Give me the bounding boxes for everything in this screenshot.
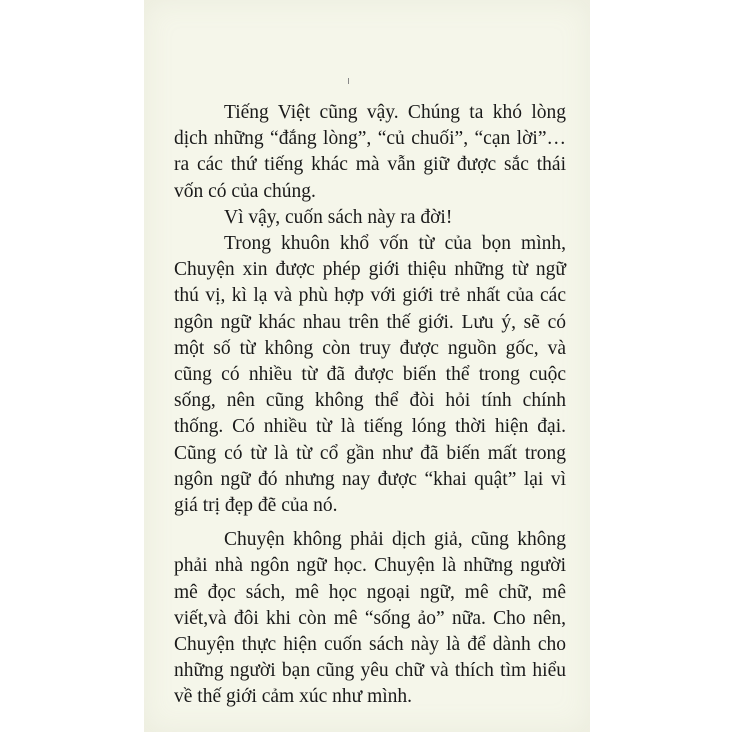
page-mark <box>348 78 349 84</box>
paragraph-2: Vì vậy, cuốn sách này ra đời! <box>224 206 453 228</box>
paragraph-3: Trong khuôn khổ vốn từ của bọn mình, Chuyện xin được phép giới thiệu những từ ngữ thú vị, kì lạ và phù hợp với giới trẻ nhất của các ngôn ngữ khác nhau trên thế giới. Lưu ý, sẽ có một số từ không còn truy được nguồn gốc, và cũng có nhiều từ đã được biến thể trong cuộc sống, nên cũng không thể đòi hỏi tính chính thống. Có nhiều từ là tiếng lóng thời hiện đại. Cũng có từ là từ cổ gần như đã biến mất trong ngôn ngữ đó nhưng nay được “khai quật” lại vì giá trị đẹp đẽ của nó. <box>174 233 566 517</box>
paragraph-1: Tiếng Việt cũng vậy. Chúng ta khó lòng dịch những “đắng lòng”, “củ chuối”, “cạn lời”… ra các thứ tiếng khác mà vẫn giữ được sắc thái vốn có của chúng. <box>174 102 566 202</box>
book-page <box>144 0 590 732</box>
paragraph-4: Chuyện không phải dịch giả, cũng không phải nhà ngôn ngữ học. Chuyện là những người mê đọc sách, mê học ngoại ngữ, mê chữ, mê viết,và đôi khi còn mê “sống ảo” nữa. Cho nên, Chuyện thực hiện cuốn sách này là để dành cho những người bạn cũng yêu chữ và thích tìm hiểu về thế giới cảm xúc như mình. <box>174 529 566 708</box>
page-body-text <box>174 100 566 719</box>
